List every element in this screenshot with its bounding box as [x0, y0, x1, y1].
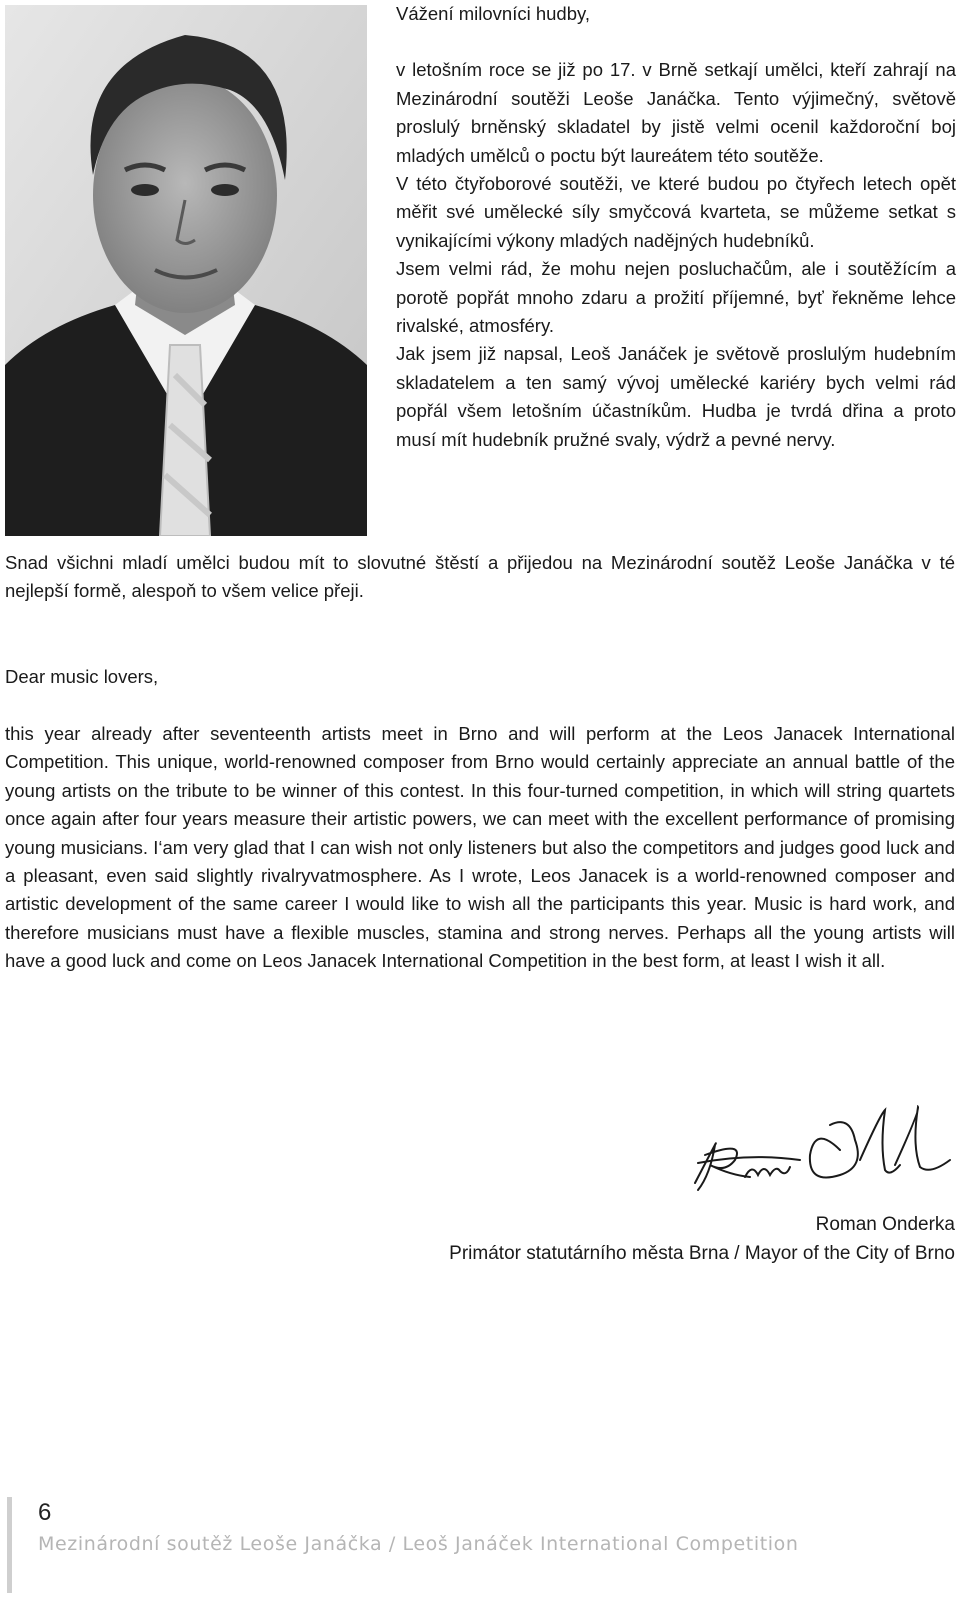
footer-accent-bar — [7, 1497, 12, 1593]
handwritten-signature — [690, 1105, 960, 1200]
signer-block — [449, 1211, 955, 1268]
english-paragraph: this year already after seventeenth artists meet in Brno and will perform at the Leos Janacek International Competition. This unique, world-renowned composer from Brno would certainly appreciate an annual battle of the young artists on the tribute to be winner of this contest. In this four-turned competition, in which will string quartets once again after four years measure their artistic powers, we can meet with the excellent performance of promising young musicians. I‘am very glad that I can wish not only listeners but also the competitors and judges good luck and a pleasant, even said slightly rivalryvatmosphere. As I wrote, Leos Janacek is a world-renowned composer and artistic development of the same career I would like to wish all the participants this year. Music is hard work, and therefore musicians must have a flexible muscles, stamina and strong nerves. Perhaps all the young artists will have a good luck and come on Leos Janacek International Competition in the best form, at least I wish it all. — [5, 723, 955, 972]
czech-closing: Snad všichni mladí umělci budou mít to slovutné štěstí a přijedou na Mezinárodní soutěž Leoše Janáčka v té nejlepší formě, alespoň to všem velice přeji. — [5, 552, 955, 602]
footer-running-title: Mezinárodní soutěž Leoše Janáčka / Leoš Janáček International Competition — [38, 1533, 799, 1555]
portrait-photo — [5, 5, 367, 536]
czech-paragraph: v letošním roce se již po 17. v Brně setkají umělci, kteří zahrají na Mezinárodní soutěži Leoše Janáčka. Tento výjimečný, světově proslulý brněnský skladatel by jistě velmi ocenil každoroční boj mladých umělců o poctu být laureátem této soutěže. — [396, 59, 956, 166]
czech-paragraph: V této čtyřoborové soutěži, ve které budou po čtyřech letech opět měřit své umělecké síly smyčcová kvarteta, se můžeme setkat s vynikajícími výkony mladých nadějných hudebníků. — [396, 173, 956, 251]
english-salutation: Dear music lovers, — [5, 666, 159, 687]
signer-title: Primátor statutárního města Brna / Mayor of the City of Brno — [449, 1242, 955, 1264]
signer-name: Roman Onderka — [815, 1214, 955, 1235]
czech-closing-block — [5, 549, 955, 606]
czech-salutation: Vážení milovníci hudby, — [396, 3, 591, 24]
czech-letter-column — [396, 0, 956, 454]
english-body — [5, 720, 955, 976]
czech-paragraph: Jak jsem již napsal, Leoš Janáček je světově proslulým hudebním skladatelem a ten samý vývoj umělecké kariéry bych velmi rád popřál všem letošním účastníkům. Hudba je tvrdá dřina a proto musí mít hudebník pružné svaly, výdrž a pevné nervy. — [396, 343, 956, 450]
page-number: 6 — [38, 1499, 52, 1526]
czech-paragraph: Jsem velmi rád, že mohu nejen posluchačům, ale i soutěžícím a porotě popřát mnoho zdaru a prožití příjemné, byť řekněme lehce rivalské, atmosféry. — [396, 258, 956, 337]
